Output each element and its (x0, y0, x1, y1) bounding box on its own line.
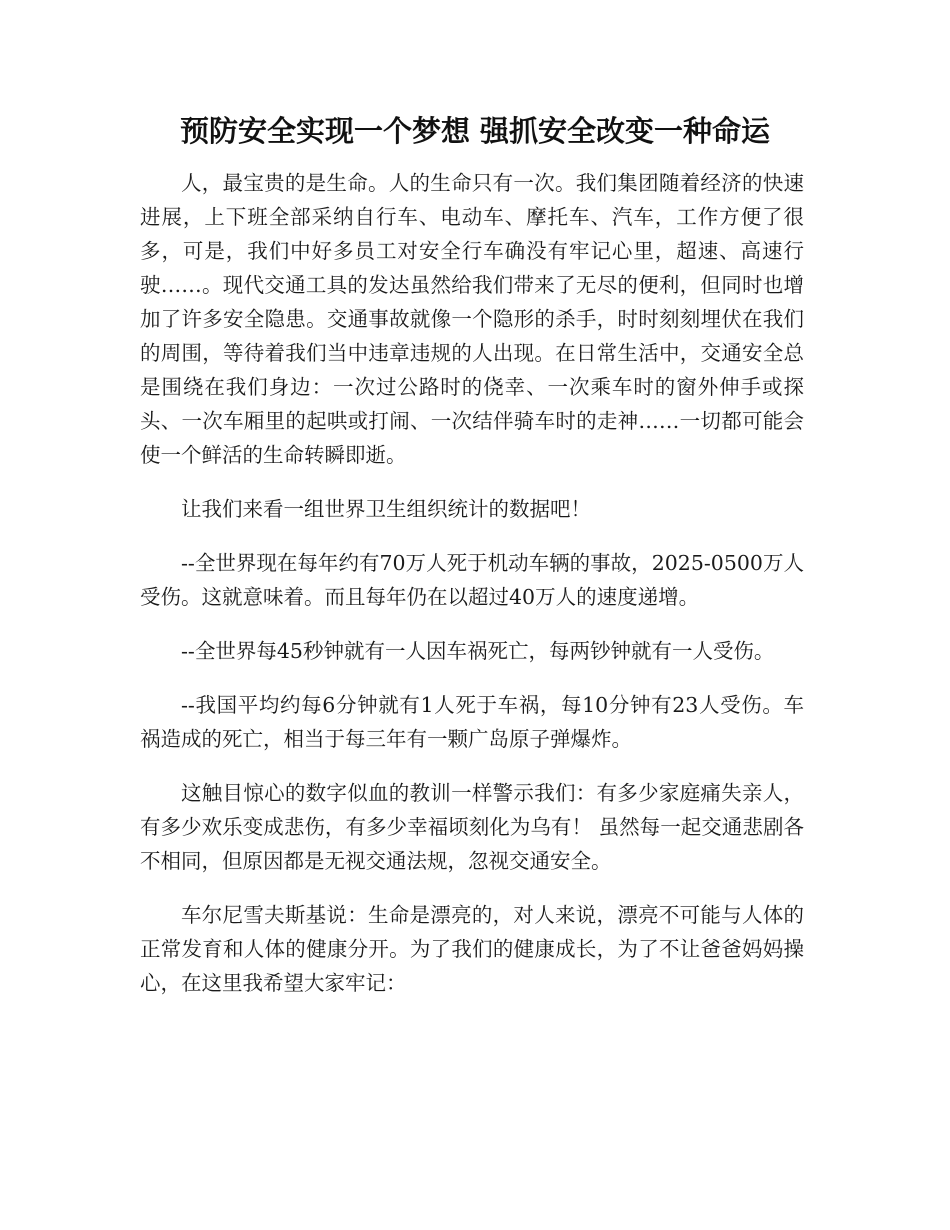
document-body (140, 166, 804, 1020)
document-title: 预防安全实现一个梦想 强抓安全改变一种命运 (179, 114, 771, 148)
paragraph-data-intro: 让我们来看一组世界卫生组织统计的数据吧！ (181, 497, 591, 521)
paragraph-world-annual-stats: --全世界现在每年约有70万人死于机动车辆的事故，2025-0500万人受伤。这就意味着。而且每年仍在以超过40万人的速度递增。 (140, 551, 804, 609)
paragraph-intro: 人，最宝贵的是生命。人的生命只有一次。我们集团随着经济的快速进展，上下班全部采纳自行车、电动车、摩托车、汽车，工作方便了很多，可是，我们中好多员工对安全行车确没有牢记心里，超速、高速行驶……。现代交通工具的发达虽然给我们带来了无尽的便利，但同时也增加了许多安全隐患。交通事故就像一个隐形的杀手，时时刻刻埋伏在我们的周围，等待着我们当中违章违规的人出现。在日常生活中，交通安全总是围绕在我们身边：一次过公路时的侥幸、一次乘车时的窗外伸手或探头、一次车厢里的起哄或打闹、一次结伴骑车时的走神……一切都可能会使一个鲜活的生命转瞬即逝。 (140, 171, 804, 467)
paragraph-world-rate-stats: --全世界每45秒钟就有一人因车祸死亡，每两钞钟就有一人受伤。 (181, 639, 775, 663)
paragraph-china-stats: --我国平均约每6分钟就有1人死于车祸，每10分钟有23人受伤。车祸造成的死亡，相当于每三年有一颗广岛原子弹爆炸。 (140, 693, 804, 751)
paragraph-warning: 这触目惊心的数字似血的教训一样警示我们：有多少家庭痛失亲人，有多少欢乐变成悲伤，有多少幸福顷刻化为乌有！ 虽然每一起交通悲剧各不相同，但原因都是无视交通法规，忽视交通安全。 (140, 781, 804, 873)
paragraph-quote: 车尔尼雪夫斯基说：生命是漂亮的，对人来说，漂亮不可能与人体的正常发育和人体的健康分开。为了我们的健康成长，为了不让爸爸妈妈操心，在这里我希望大家牢记： (140, 903, 804, 995)
